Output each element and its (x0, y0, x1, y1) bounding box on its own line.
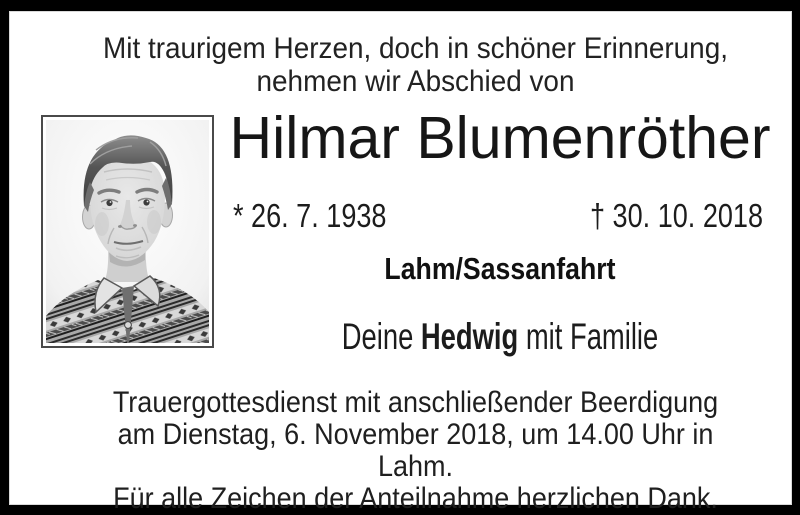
death-notice-card (9, 11, 792, 515)
farewell-suffix: mit Familie (518, 316, 659, 357)
birth-date: * 26. 7. 1938 (233, 197, 387, 234)
portrait-illustration (46, 120, 209, 343)
service-line-1: Trauergottesdienst mit anschließender Beerdigung (112, 386, 719, 419)
deceased-name: Hilmar Blumenröther (229, 105, 771, 171)
farewell-line (298, 318, 702, 356)
farewell-prefix: Deine (341, 316, 421, 357)
intro-text (65, 32, 765, 98)
place-name: Lahm/Sassanfahrt (384, 251, 616, 286)
portrait-photo (41, 115, 214, 348)
service-line-3: Für alle Zeichen der Anteilnahme herzlichen Dank. (113, 482, 718, 515)
farewell-name: Hedwig (420, 316, 519, 357)
death-date: † 30. 10. 2018 (589, 197, 763, 234)
service-text (77, 387, 755, 515)
intro-line-2: nehmen wir Abschied von (256, 65, 575, 98)
life-dates-row (227, 199, 773, 233)
intro-line-1: Mit traurigem Herzen, doch in schöner Erinnerung, (103, 32, 728, 65)
service-line-2: am Dienstag, 6. November 2018, um 14.00 Uhr in Lahm. (117, 418, 714, 483)
